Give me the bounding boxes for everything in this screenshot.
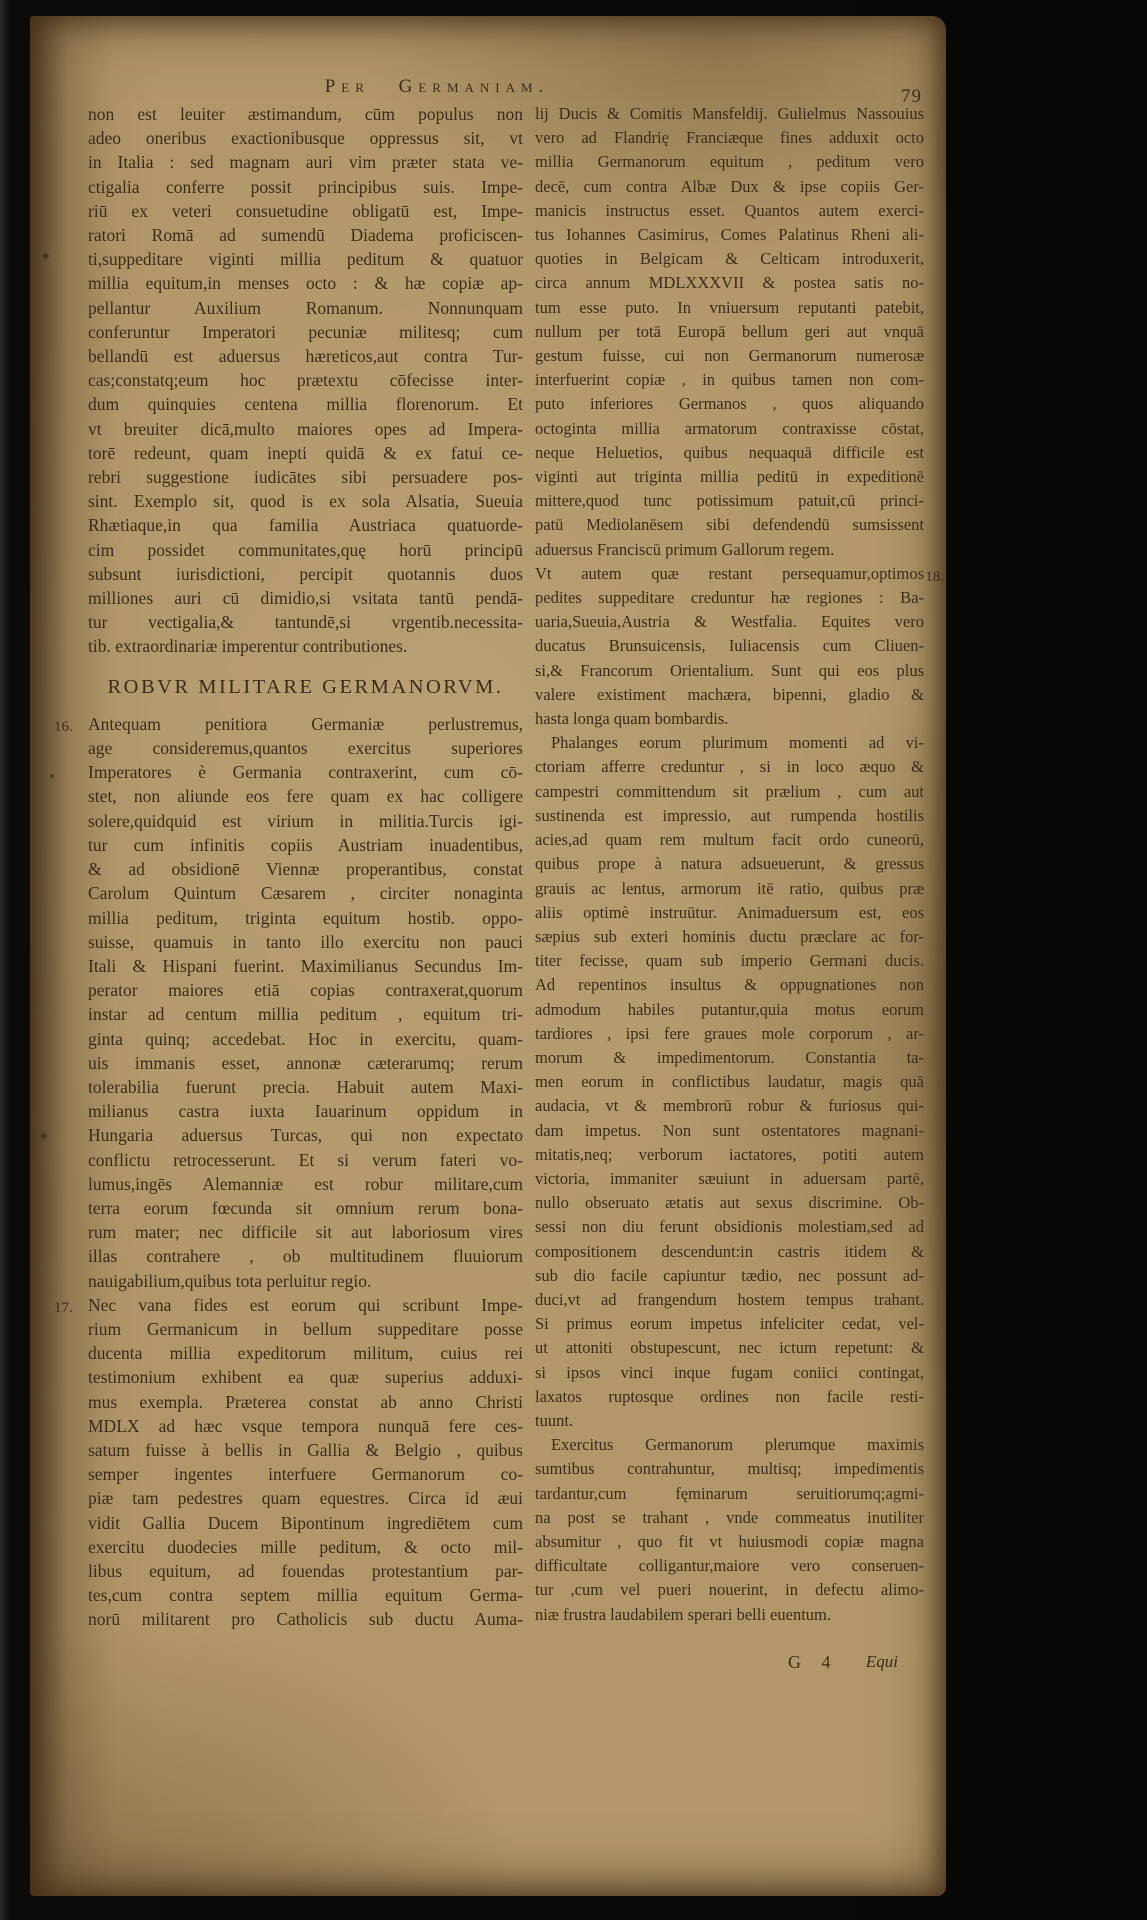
text-line: campestri committendum sit prælium , cum aut	[535, 781, 924, 801]
text-line: si,& Francorum Orientalium. Sunt qui eos plus	[535, 660, 924, 680]
text-line: millia equitum,in menses octo : & hæ copiæ ap-	[88, 273, 523, 294]
text-line: adeo oneribus exactionibusque oppressus sit, vt	[88, 128, 523, 149]
text-line: age consideremus,quantos exercitus superiores	[88, 738, 523, 759]
margin-number-17: 17.	[54, 1299, 73, 1316]
text-line: rium Germanicum in bellum suppeditare posse	[88, 1318, 523, 1339]
gathering-signature: G 4	[788, 1652, 831, 1672]
text-line: difficultate colligantur,maiore vero conseruen-	[535, 1556, 924, 1576]
page-number: 79	[901, 86, 922, 107]
text-line: torē redeunt, quam inepti quidā & ex fatui ce-	[88, 442, 523, 463]
text-line: satum fuisse à bellis in Gallia & Belgio , quibus	[88, 1439, 523, 1460]
text-line: puto inferiores Germanos , quos aliquando	[535, 394, 924, 414]
book-page	[30, 16, 946, 1896]
text-line: milliones auri cū dimidio,si vsitata tantū pendā-	[88, 588, 523, 609]
text-line: ctigalia conferre possit principibus suis. Impe-	[88, 176, 523, 197]
text-line: nullum per totā Europā bellum geri aut vnquā	[535, 321, 924, 341]
text-line: non est leuiter æstimandum, cūm populus non	[88, 104, 523, 124]
text-line: vero ad Flandrię Franciæque fines adduxit octo	[535, 128, 924, 148]
text-line: nauigabilium,quibus tota perluitur regio.	[88, 1270, 372, 1291]
text-line: Phalanges eorum plurimum momenti ad vi-	[551, 733, 924, 753]
text-line: aliis optimè instruūtur. Animaduersum est, eos	[535, 902, 924, 922]
text-line: terra eorum fœcunda sit omnium rerum bona-	[88, 1197, 523, 1218]
text-line: men eorum in conflictibus laudatur, magis quā	[535, 1072, 924, 1092]
text-line: tur cum infinitis copiis Austriam inuadentibus,	[88, 834, 523, 855]
text-line: pellantur Auxilium Romanum. Nonnunquam	[88, 297, 523, 318]
paragraph-continuation-right	[535, 102, 924, 562]
text-line: circa annum MDLXXXVII & postea satis no-	[535, 273, 924, 293]
text-line: laxatos ruptosque ordines non facile resti-	[535, 1386, 924, 1406]
text-line: grauis ac lentus, armorum itē ratio, quibus præ	[535, 878, 924, 898]
text-line: ginta quinq; accedebat. Hoc in exercitu, quam-	[88, 1028, 523, 1049]
text-line: ducatus Brunsuicensis, Iuliacensis cum Cliuen-	[535, 636, 924, 656]
text-line: duci,vt ad frangendum hostem tempus trahant.	[535, 1289, 924, 1309]
paragraph-continuation	[88, 102, 523, 659]
text-line: quoties in Belgicam & Celticam introduxerit,	[535, 249, 924, 269]
text-line: Itali & Hispani fuerint. Maximilianus Secundus Im-	[88, 955, 523, 976]
text-line: tuunt.	[535, 1410, 574, 1430]
text-line: admodum habiles putantur,quia motus eorum	[535, 999, 924, 1019]
text-line: acies,ad quam rem multum facit ordo cuneorū,	[535, 830, 924, 850]
text-line: perator maiores etiā copias contraxerat,quorum	[88, 980, 523, 1001]
text-line: valere existiment machæra, bipenni, gladio &	[535, 684, 924, 704]
text-line: quibus prope à natura adsueuerunt, & gressus	[535, 854, 924, 874]
section-heading: ROBVR MILITARE GERMANORVM.	[107, 675, 504, 698]
text-line: semper ingentes interfuere Germanorum co-	[88, 1464, 523, 1485]
text-line: stet, non aliunde eos fere quam ex hac colligere	[88, 786, 523, 807]
text-line: aduersus Franciscū primum Gallorum regem.	[535, 539, 835, 559]
text-line: in Italia : sed magnam auri vim præter stata ve-	[88, 152, 523, 173]
right-column	[535, 102, 944, 1632]
text-line: victoria, immaniter sæuiunt in aduersam partē,	[535, 1168, 924, 1188]
text-line: millia peditum, triginta equitum hostib. oppo-	[88, 907, 523, 928]
text-line: exercitu duodecies mille peditum, & octo mil-	[88, 1536, 523, 1557]
text-line: manicis instructus esset. Quantos autem exerci-	[535, 200, 924, 220]
left-column	[54, 102, 523, 1632]
text-line: ctoriam afferre creduntur , si in loco æquo &	[535, 757, 924, 777]
text-line: sessi non diu ferunt obsidionis molestiam,sed ad	[535, 1217, 924, 1237]
text-line: gestum fuisse, cui non Germanorum numerosæ	[535, 346, 924, 366]
text-line: ducenta millia expeditorum militum, cuius rei	[88, 1343, 523, 1364]
text-line: neque Heluetios, quibus nequaquā difficile est	[535, 442, 924, 462]
text-line: sustinenda est impressio, aut rumpenda hostilis	[535, 805, 924, 825]
text-line: ut attoniti obstupescunt, nec ictum repetunt: &	[535, 1338, 924, 1358]
running-header: Per Germaniam.	[324, 76, 550, 97]
text-line: Ad repentinos insultus & oppugnationes non	[535, 975, 924, 995]
text-line: compositionem descendunt:in castris itidem &	[535, 1241, 924, 1261]
text-line: tum esse puto. In vniuersum reputanti patebit,	[535, 297, 924, 317]
text-line: tolerabilia fuerunt precia. Habuit autem Maxi-	[88, 1076, 523, 1097]
text-line: tardantur,cum fęminarum seruitiorumq;agmi-	[535, 1483, 924, 1503]
text-line: Si primus eorum impetus infeliciter cedat, vel-	[535, 1314, 924, 1334]
margin-number-16: 16.	[54, 718, 73, 735]
page-footer	[88, 1652, 924, 1680]
text-line: solere,quidquid est virium in militia.Turcis igi-	[88, 810, 523, 831]
text-line: titer fecisse, quam sub imperio Germani ducis.	[535, 951, 924, 971]
text-line: instar ad centum millia peditum , equitum tri-	[88, 1004, 523, 1025]
text-line: tur ,cum vel pueri nouerint, in defectu alimo-	[535, 1580, 924, 1600]
text-line: piæ tam pedestres quam equestres. Circa id æui	[88, 1488, 523, 1509]
text-line: lumus,ingēs Alemanniæ est robur militare,cum	[88, 1173, 523, 1194]
text-line: si ipsos vinci inque fugam coniici contingat,	[535, 1362, 924, 1382]
text-line: uaria,Sueuia,Austria & Westfalia. Equites vero	[535, 612, 924, 632]
text-line: millia Germanorum equitum , peditum vero	[535, 152, 924, 172]
text-line: interfuerint copiæ , in quibus tamen non com-	[535, 370, 924, 390]
text-line: Imperatores è Germania contraxerint, cum cō-	[88, 762, 523, 783]
text-line: vidit Gallia Ducem Bipontinum ingrediētem cum	[88, 1512, 523, 1533]
text-line: dum quinquies centena millia florenorum. Et	[88, 394, 523, 415]
text-line: Hungaria aduersus Turcas, qui non expectato	[88, 1125, 523, 1146]
text-line: sæpius sub exteri hominis ductu præclare ac for-	[535, 926, 924, 946]
paragraph-17	[54, 1293, 523, 1632]
text-line: mitatis,neq; verborum iactatores, potiti autem	[535, 1144, 924, 1164]
text-line: milianus castra iuxta Iauarinum oppidum in	[88, 1101, 523, 1122]
text-line: subsunt iurisdictioni, percipit quotannis duos	[88, 563, 523, 584]
text-line: audacia, vt & membrorū robur & furiosus qui-	[535, 1096, 924, 1116]
text-line: & ad obsidionē Viennæ properantibus, constat	[88, 859, 523, 880]
text-line: vt breuiter dicā,multo maiores opes ad Impera-	[88, 418, 523, 439]
text-line: sub dio facile capiuntur tædio, nec possunt ad-	[535, 1265, 924, 1285]
text-line: pedites suppeditare creduntur hæ regiones : Ba-	[535, 588, 924, 608]
text-line: libus equitum, ad fouendas protestantium par-	[88, 1560, 523, 1581]
text-line: uis immanis esset, annonæ cæterarumq; rerum	[88, 1052, 523, 1073]
text-line: hasta longa quam bombardis.	[535, 709, 729, 729]
text-line: Nec vana fides est eorum qui scribunt Impe-	[88, 1294, 523, 1315]
text-line: na post se trahant , vnde commeatus inutiliter	[535, 1507, 924, 1527]
text-line: tur vectigalia,& tantundē,si vrgentib.necessita-	[88, 612, 523, 633]
text-line: MDLX ad hæc vsque tempora nunquā fere ces-	[88, 1415, 523, 1436]
text-line: illas contrahere , ob multitudinem fluuiorum	[88, 1246, 523, 1267]
text-line: tib. extraordinariæ imperentur contributiones.	[88, 636, 408, 657]
catchword: Equi	[865, 1652, 898, 1671]
text-line: sumtibus contrahuntur, multisq; impedimentis	[535, 1459, 924, 1479]
text-line: viginti aut triginta millia peditū in expeditionē	[535, 467, 924, 487]
text-line: norū militarent pro Catholicis sub ductu Auma-	[88, 1609, 523, 1630]
text-line: rebri suggestione iudicātes sibi persuadere pos-	[88, 467, 523, 488]
text-line: tes,cum contra septem millia equitum Germa-	[88, 1585, 523, 1606]
text-line: ratori Romā ad sumendū Diadema proficiscen-	[88, 225, 523, 246]
paragraph-16	[54, 712, 523, 1293]
text-line: morum & impedimentorum. Constantia ta-	[535, 1047, 924, 1067]
text-line: suisse, quamuis in tanto illo exercitu non pauci	[88, 931, 523, 952]
text-line: Rhætiaque,in qua familia Austriaca quatuorde-	[88, 515, 523, 536]
text-line: conflictu retrocesserunt. Et si verum fateri vo-	[88, 1149, 523, 1170]
text-block	[54, 102, 944, 1632]
text-line: cim possidet communitates,quę horū principū	[88, 539, 523, 560]
text-line: mittere,quod tunc potissimum patuit,cū princi-	[535, 491, 924, 511]
text-line: tus Iohannes Casimirus, Comes Palatinus Rheni ali-	[535, 225, 924, 245]
text-line: absumitur , quo fit vt huiusmodi copiæ magna	[535, 1531, 924, 1551]
margin-number-18: 18.	[925, 568, 944, 585]
text-line: patū Mediolanēsem sibi defendendū sumsissent	[535, 515, 924, 535]
text-line: niæ frustra laudabilem sperari belli euentum.	[535, 1604, 831, 1624]
text-line: nullo obseruato ætatis aut sexus discrimine. Ob-	[535, 1193, 924, 1213]
paragraph-18	[535, 562, 944, 731]
text-line: lij Ducis & Comitis Mansfeldij. Gulielmus Nassouius	[535, 104, 924, 123]
text-line: octoginta millia armatorum contraxisse cōstat,	[535, 418, 924, 438]
text-line: ti,suppeditare viginti millia peditum & quatuor	[88, 249, 523, 270]
text-line: decē, cum contra Albæ Dux & ipse copiis Ger-	[535, 176, 924, 196]
text-line: mus exempla. Præterea constat ab anno Christi	[88, 1391, 523, 1412]
text-line: Carolum Quintum Cæsarem , circiter nonaginta	[88, 883, 523, 904]
text-line: conferuntur Imperatori pecuniæ militesq; cum	[88, 321, 523, 342]
text-line: tardiores , ipsi fere graues mole corporum , ar-	[535, 1023, 924, 1043]
text-line: riū ex veteri consuetudine obligatū est, Impe-	[88, 200, 523, 221]
text-line: bellandū est aduersus hæreticos,aut contra Tur-	[88, 346, 523, 367]
paragraph-phalanges	[535, 731, 924, 1433]
text-line: Antequam penitiora Germaniæ perlustremus,	[88, 713, 523, 734]
text-line: sint. Exemplo sit, quod is ex sola Alsatia, Sueuia	[88, 491, 523, 512]
paragraph-exercitus	[535, 1433, 924, 1627]
text-line: Vt autem quæ restant persequamur,optimos	[535, 563, 924, 583]
text-line: cas;constatq;eum hoc prætextu cōfecisse inter-	[88, 370, 523, 391]
text-line: dam impetus. Non sunt ostentatores magnani-	[535, 1120, 924, 1140]
text-line: Exercitus Germanorum plerumque maximis	[551, 1435, 924, 1455]
text-line: rum mater; nec difficile sit aut laboriosum vires	[88, 1222, 523, 1243]
text-line: testimonium exhibent ea quæ superius adduxi-	[88, 1367, 523, 1388]
